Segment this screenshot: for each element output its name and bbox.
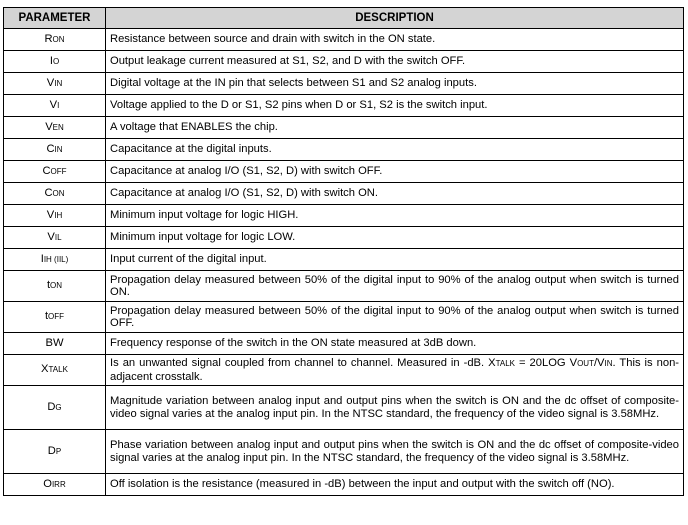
table-row — [4, 430, 684, 474]
param-symbol: VIN — [4, 73, 106, 95]
param-description: Resistance between source and drain with switch in the ON state. — [106, 29, 684, 51]
table-row — [4, 51, 684, 73]
parameter-table-container — [3, 7, 683, 496]
param-description: Phase variation between analog input and output pins when the switch is ON and the dc offset of composite-video signal varies at the analog input pin. In the NTSC standard, the frequency of the video signal is 3.58MHz. — [106, 430, 684, 474]
param-symbol: BW — [4, 333, 106, 355]
param-description: Input current of the digital input. — [106, 249, 684, 271]
param-symbol: RON — [4, 29, 106, 51]
param-description: Capacitance at analog I/O (S1, S2, D) with switch OFF. — [106, 161, 684, 183]
param-symbol: VEN — [4, 117, 106, 139]
param-description: Is an unwanted signal coupled from channel to channel. Measured in -dB. XTALK = 20LOG VOUT/VIN. This is non-adjacent crosstalk. — [106, 355, 684, 386]
param-description: Magnitude variation between analog input and output pins when the switch is ON and the dc offset of composite-video signal varies at the analog input pin. In the NTSC standard, the frequency of the video signal is 3.58MHz. — [106, 386, 684, 430]
table-row — [4, 386, 684, 430]
param-description: Voltage applied to the D or S1, S2 pins when D or S1, S2 is the switch input. — [106, 95, 684, 117]
header-description: DESCRIPTION — [106, 8, 684, 29]
param-symbol: CIN — [4, 139, 106, 161]
param-symbol: XTALK — [4, 355, 106, 386]
param-symbol: VIL — [4, 227, 106, 249]
table-row — [4, 227, 684, 249]
param-description: Minimum input voltage for logic LOW. — [106, 227, 684, 249]
param-symbol: DP — [4, 430, 106, 474]
param-description: Capacitance at analog I/O (S1, S2, D) with switch ON. — [106, 183, 684, 205]
param-symbol: VIH — [4, 205, 106, 227]
table-row — [4, 117, 684, 139]
param-symbol: VI — [4, 95, 106, 117]
table-header-row — [4, 8, 684, 29]
param-symbol: IO — [4, 51, 106, 73]
param-symbol: DG — [4, 386, 106, 430]
param-description: A voltage that ENABLES the chip. — [106, 117, 684, 139]
table-row — [4, 333, 684, 355]
header-parameter: PARAMETER — [4, 8, 106, 29]
table-row — [4, 205, 684, 227]
param-symbol: IIH (IIL) — [4, 249, 106, 271]
table-row — [4, 271, 684, 302]
table-row — [4, 161, 684, 183]
table-row — [4, 139, 684, 161]
param-description: Frequency response of the switch in the ON state measured at 3dB down. — [106, 333, 684, 355]
param-symbol: CON — [4, 183, 106, 205]
table-row — [4, 474, 684, 496]
table-row — [4, 29, 684, 51]
table-row — [4, 183, 684, 205]
table-row — [4, 73, 684, 95]
param-description: Off isolation is the resistance (measured in -dB) between the input and output with the switch off (NO). — [106, 474, 684, 496]
param-description: Output leakage current measured at S1, S2, and D with the switch OFF. — [106, 51, 684, 73]
table-row — [4, 302, 684, 333]
param-symbol: tOFF — [4, 302, 106, 333]
param-symbol: OIRR — [4, 474, 106, 496]
table-row — [4, 95, 684, 117]
param-description: Minimum input voltage for logic HIGH. — [106, 205, 684, 227]
parameter-table — [3, 7, 684, 496]
param-description: Propagation delay measured between 50% of the digital input to 90% of the analog output when switch is turned OFF. — [106, 302, 684, 333]
param-description: Propagation delay measured between 50% of the digital input to 90% of the analog output when switch is turned ON. — [106, 271, 684, 302]
param-description: Digital voltage at the IN pin that selects between S1 and S2 analog inputs. — [106, 73, 684, 95]
param-description: Capacitance at the digital inputs. — [106, 139, 684, 161]
param-symbol: tON — [4, 271, 106, 302]
table-row — [4, 249, 684, 271]
param-symbol: COFF — [4, 161, 106, 183]
table-row — [4, 355, 684, 386]
